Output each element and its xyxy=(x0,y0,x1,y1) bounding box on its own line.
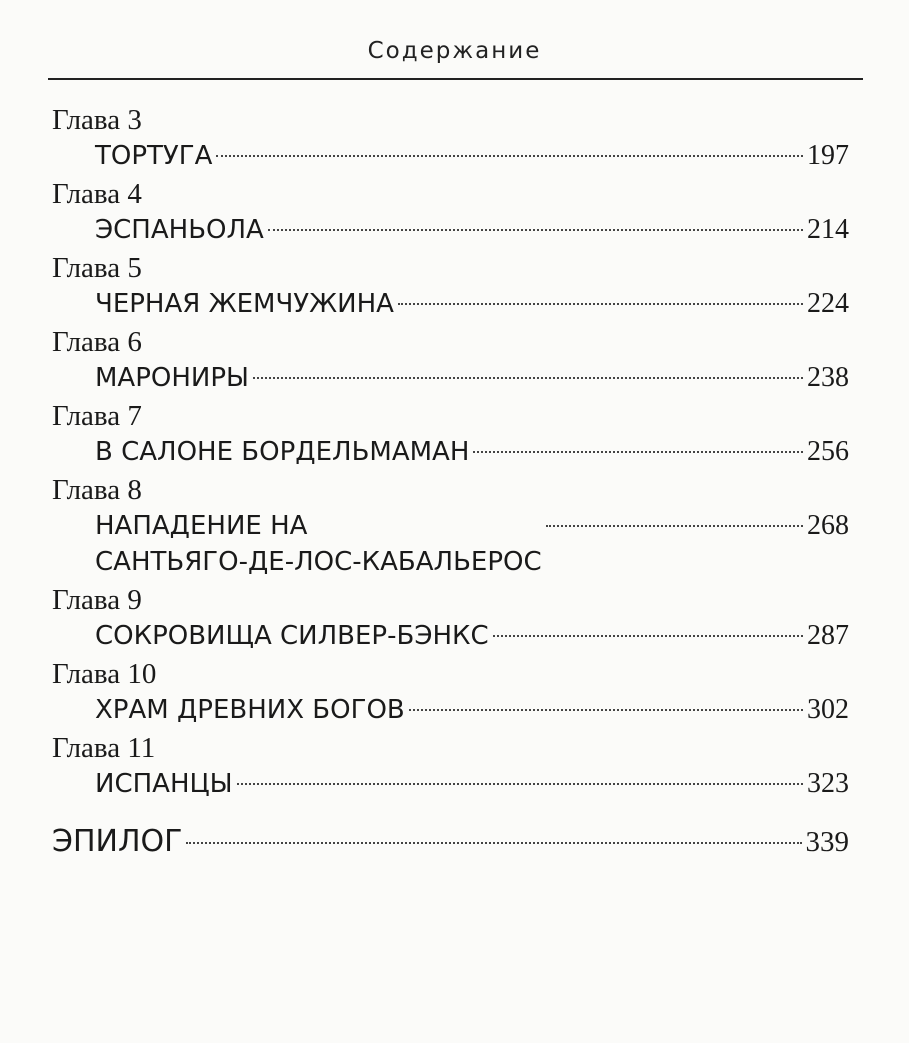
dot-leader xyxy=(546,525,803,527)
toc-entry[interactable] xyxy=(52,508,849,580)
page-number: 256 xyxy=(807,436,849,467)
dot-leader xyxy=(473,451,803,453)
page-number: 287 xyxy=(807,620,849,651)
dot-leader xyxy=(398,303,803,305)
page-number: 268 xyxy=(807,510,849,541)
page-number: 302 xyxy=(807,694,849,725)
page-number: 238 xyxy=(807,362,849,393)
dot-leader xyxy=(186,842,801,844)
toc-entry[interactable] xyxy=(52,212,849,248)
entry-title: НАПАДЕНИЕ НА САНТЬЯГО-ДЕ-ЛОС-КАБАЛЬЕРОС xyxy=(95,511,542,577)
toc-entry-epilogue[interactable] xyxy=(52,822,849,862)
entry-title: ХРАМ ДРЕВНИХ БОГОВ xyxy=(95,695,405,725)
entry-title: СОКРОВИЩА СИЛВЕР-БЭНКС xyxy=(95,621,489,651)
chapter-label: Глава 6 xyxy=(52,326,142,358)
chapter-label: Глава 11 xyxy=(52,732,156,764)
dot-leader xyxy=(268,229,803,231)
dot-leader xyxy=(216,155,803,157)
dot-leader xyxy=(493,635,803,637)
table-of-contents xyxy=(52,102,849,862)
toc-entry[interactable] xyxy=(52,692,849,728)
page-number: 197 xyxy=(807,140,849,171)
entry-title: ТОРТУГА xyxy=(95,141,213,171)
toc-entry[interactable] xyxy=(52,286,849,322)
entry-title: ЧЕРНАЯ ЖЕМЧУЖИНА xyxy=(95,289,394,319)
page-number: 323 xyxy=(807,768,849,799)
chapter-label: Глава 7 xyxy=(52,400,142,432)
chapter-label: Глава 4 xyxy=(52,178,142,210)
chapter-label: Глава 10 xyxy=(52,658,157,690)
page-number: 339 xyxy=(805,826,849,858)
entry-title: МАРОНИРЫ xyxy=(95,363,249,393)
entry-title: ЭСПАНЬОЛА xyxy=(95,215,264,245)
dot-leader xyxy=(253,377,803,379)
chapter-label: Глава 8 xyxy=(52,474,142,506)
page-number: 214 xyxy=(807,214,849,245)
page-number: 224 xyxy=(807,288,849,319)
toc-entry[interactable] xyxy=(52,618,849,654)
header-rule xyxy=(48,78,863,80)
toc-entry[interactable] xyxy=(52,138,849,174)
entry-title: ИСПАНЦЫ xyxy=(95,769,233,799)
dot-leader xyxy=(409,709,803,711)
toc-entry[interactable] xyxy=(52,766,849,802)
chapter-label: Глава 9 xyxy=(52,584,142,616)
chapter-label: Глава 5 xyxy=(52,252,142,284)
dot-leader xyxy=(237,783,803,785)
chapter-label: Глава 3 xyxy=(52,104,142,136)
page-header: Содержание xyxy=(367,38,542,64)
toc-entry[interactable] xyxy=(52,360,849,396)
toc-entry[interactable] xyxy=(52,434,849,470)
entry-title: В САЛОНЕ БОРДЕЛЬМАМАН xyxy=(95,437,470,467)
entry-title: ЭПИЛОГ xyxy=(52,824,183,859)
